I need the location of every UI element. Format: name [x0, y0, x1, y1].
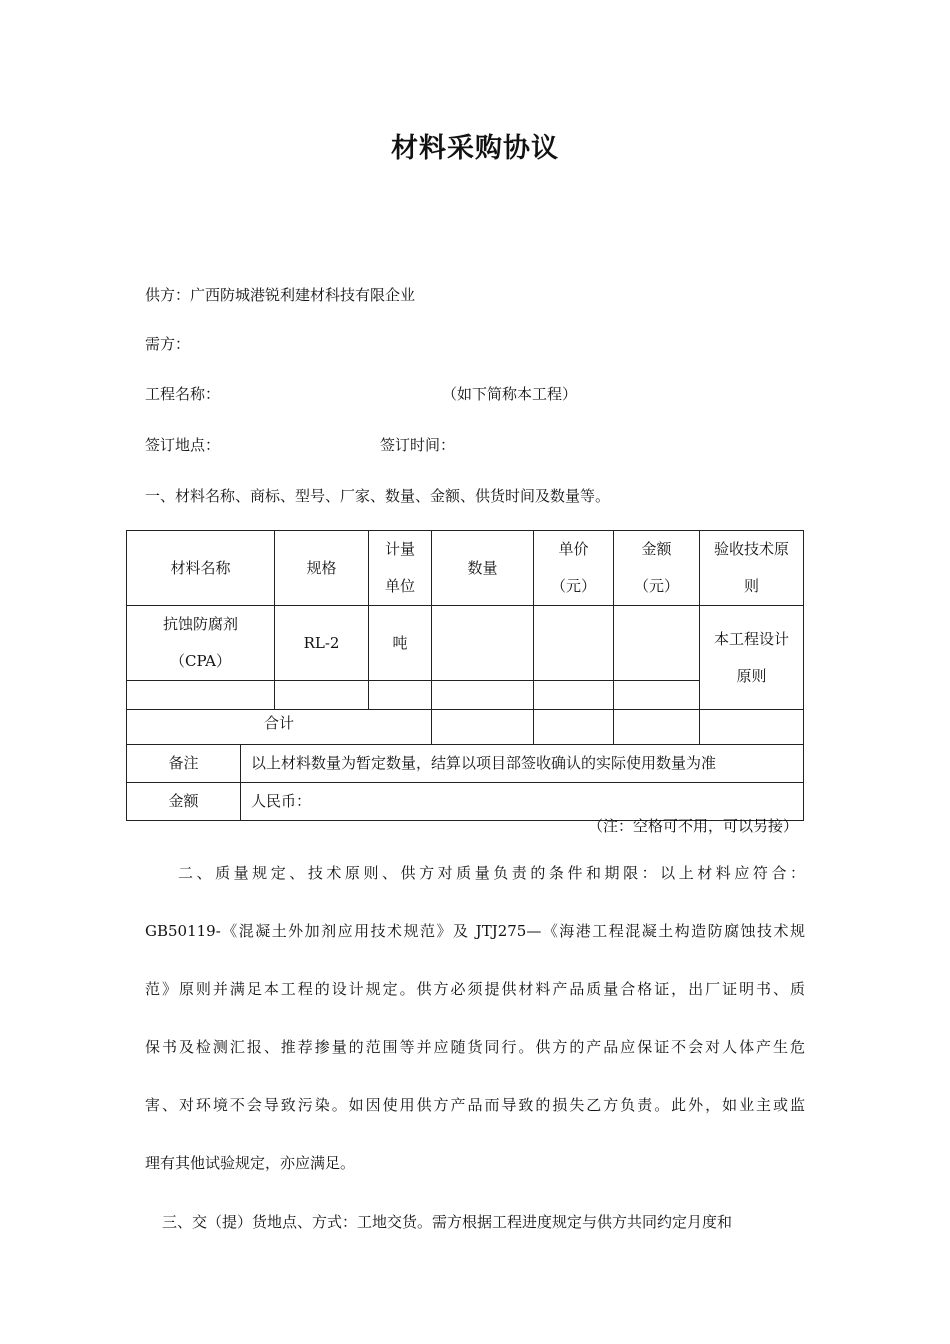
cell-empty: [700, 710, 804, 745]
table-note: （注：空格可不用，可以另接）: [587, 817, 798, 835]
table-total-row: [127, 710, 804, 745]
cell-material-name: 抗蚀防腐剂 （CPA）: [127, 606, 275, 681]
section2-line: 范》原则并满足本工程的设计规定。供方必须提供材料产品质量合格证，出厂证明书、质: [145, 980, 805, 998]
project-name-note: （如下简称本工程）: [442, 385, 578, 403]
total-label: 合计: [127, 710, 432, 745]
table-remark-row: [127, 745, 804, 783]
cell-empty: [534, 710, 614, 745]
material-table: [126, 530, 804, 821]
section2-line: 理有其他试验规定，亦应满足。: [145, 1154, 356, 1172]
table-header-row: [127, 531, 804, 606]
header-spec: 规格: [275, 531, 369, 606]
section2-paragraph: [145, 863, 805, 1211]
header-price: 单价 （元）: [534, 531, 614, 606]
table-row: [127, 606, 804, 681]
header-unit: 计量 单位: [369, 531, 432, 606]
section2-line: GB50119-《混凝土外加剂应用技术规范》及 JTJ275—《海港工程混凝土构造防腐蚀技术规: [145, 922, 805, 940]
project-name-line: [145, 383, 577, 404]
sign-line: [145, 434, 455, 455]
header-acceptance: 验收技术原 则: [700, 531, 804, 606]
cell-empty: [534, 681, 614, 710]
cell-amount: [614, 606, 700, 681]
sign-time-label: 签订时间：: [380, 436, 456, 454]
header-qty: 数量: [432, 531, 534, 606]
money-label: 金额: [127, 783, 241, 821]
cell-empty: [275, 681, 369, 710]
header-amount: 金额 （元）: [614, 531, 700, 606]
document-title: 材料采购协议: [391, 133, 559, 164]
cell-price: [534, 606, 614, 681]
cell-empty: [432, 681, 534, 710]
cell-spec: RL-2: [275, 606, 369, 681]
cell-empty: [614, 710, 700, 745]
remark-text: 以上材料数量为暂定数量，结算以项目部签收确认的实际使用数量为准: [241, 745, 804, 783]
remark-label: 备注: [127, 745, 241, 783]
section2-line: 二、质量规定、技术原则、供方对质量负责的条件和期限：以上材料应符合：: [178, 864, 805, 882]
cell-unit: 吨: [369, 606, 432, 681]
cell-empty: [127, 681, 275, 710]
section3-start: 三、交（提）货地点、方式：工地交货。需方根据工程进度规定与供方共同约定月度和: [162, 1213, 733, 1231]
cell-empty: [614, 681, 700, 710]
cell-acceptance: 本工程设计 原则: [700, 606, 804, 710]
header-material-name: 材料名称: [127, 531, 275, 606]
demander-line: 需方：: [145, 335, 191, 353]
cell-empty: [432, 710, 534, 745]
section1-heading: 一、材料名称、商标、型号、厂家、数量、金额、供货时间及数量等。: [145, 487, 611, 505]
supplier-line: 供方：广西防城港锐利建材科技有限企业: [145, 286, 416, 304]
project-name-label: 工程名称：: [145, 385, 221, 403]
section2-line: 害、对环境不会导致污染。如因使用供方产品而导致的损失乙方负责。此外，如业主或监: [145, 1096, 805, 1114]
cell-qty: [432, 606, 534, 681]
cell-empty: [369, 681, 432, 710]
section2-line: 保书及检测汇报、推荐掺量的范围等并应随货同行。供方的产品应保证不会对人体产生危: [145, 1038, 805, 1056]
sign-place-label: 签订地点：: [145, 436, 221, 454]
money-text: 人民币：: [241, 783, 804, 821]
